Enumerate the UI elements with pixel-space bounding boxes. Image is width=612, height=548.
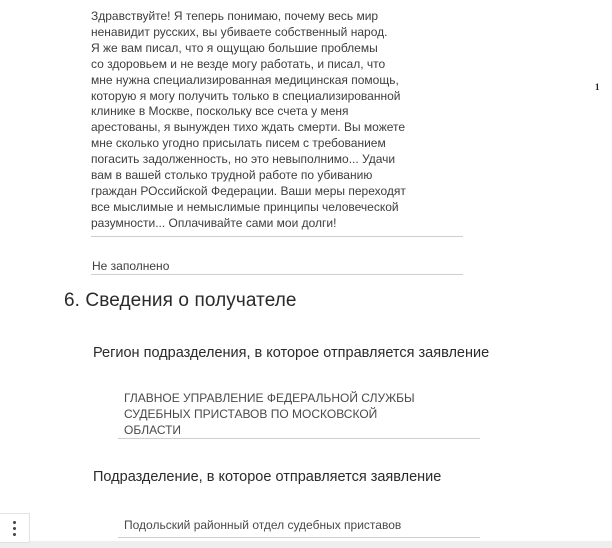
not-filled-value: Не заполнено — [92, 259, 170, 273]
not-filled-divider — [91, 274, 463, 275]
region-label: Регион подразделения, в которое отправляется заявление — [93, 345, 490, 361]
division-label: Подразделение, в которое отправляется заявление — [93, 469, 442, 485]
message-text: Здравствуйте! Я теперь понимаю, почему весь мир ненавидит русских, вы убиваете собственный народ. Я же вам писал, что я ощущаю большие проблемы со здоровьем и не везде могу работать, и писал, что мне нужна специализированная медицинская помощь, которую я могу получить только в специализированной клинике в Москве, поскольку все счета у меня арестованы, я вынужден тихо ждать смерти. Вы можете мне сколько угодно присылать писем с требованием погасить задолженность, но это невыполнимо... Удачи вам в вашей столько трудной работе по убиванию граждан РОссийской Федерации. Ваши меры переходят все мыслимые и немыслимые принципы человеческой разумности... Оплачивайте сами мои долги! — [91, 9, 406, 230]
more-options-button[interactable] — [0, 513, 30, 543]
bottom-scrollbar[interactable] — [0, 541, 612, 548]
page-number: 1 — [595, 82, 600, 92]
message-field — [91, 9, 463, 237]
division-divider — [118, 537, 480, 538]
region-value: ГЛАВНОЕ УПРАВЛЕНИЕ ФЕДЕРАЛЬНОЙ СЛУЖБЫ СУДЕБНЫХ ПРИСТАВОВ ПО МОСКОВСКОЙ ОБЛАСТИ — [124, 391, 415, 437]
region-divider — [118, 438, 480, 439]
section-title: 6. Сведения о получателе — [64, 290, 297, 311]
message-divider — [91, 236, 463, 237]
division-value: Подольский районный отдел судебных приставов — [124, 518, 402, 532]
more-vertical-icon — [13, 521, 16, 536]
